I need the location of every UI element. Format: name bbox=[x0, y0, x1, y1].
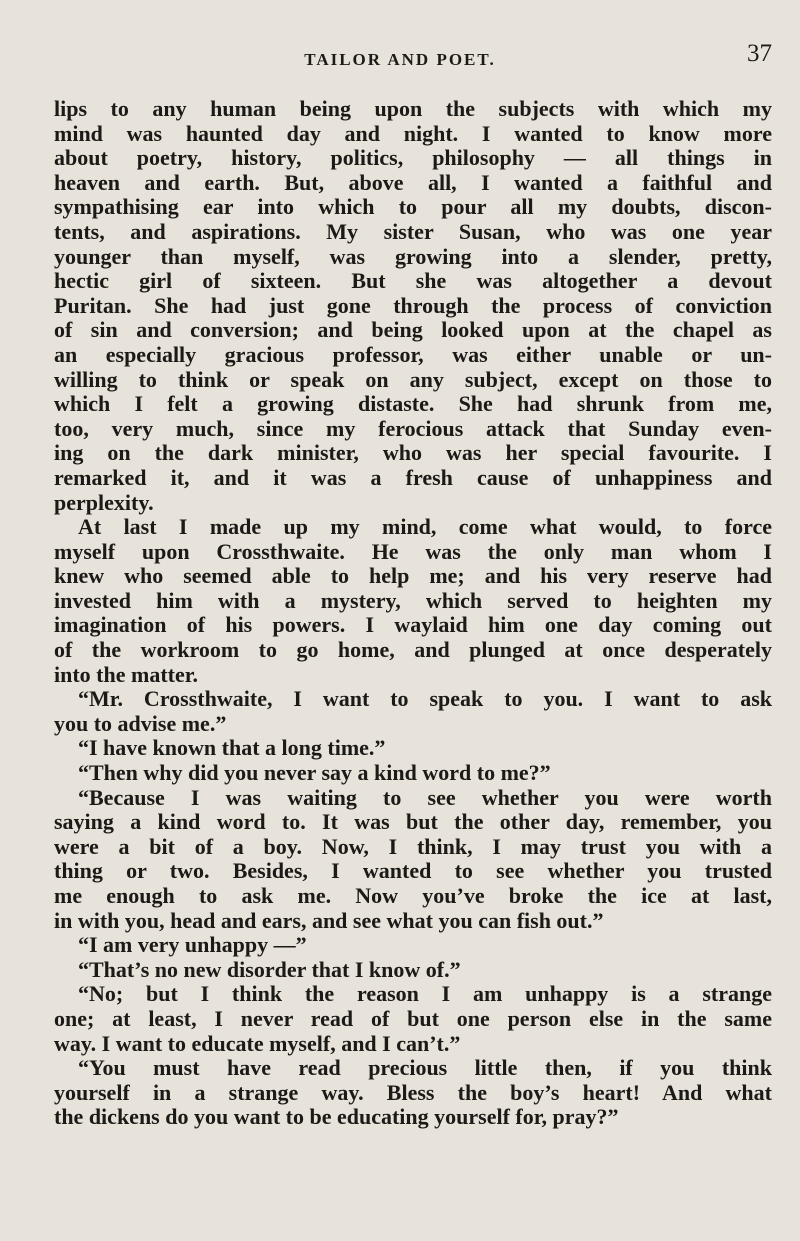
text-line: you to advise me.” bbox=[54, 711, 227, 736]
text-line: into the matter. bbox=[54, 662, 198, 687]
text-line: willing to think or speak on any subject, except on those to bbox=[54, 367, 772, 392]
text-line: thing or two. Besides, I wanted to see whether you trusted bbox=[54, 859, 772, 884]
text-line: about poetry, history, politics, philosophy — all things in bbox=[54, 146, 772, 171]
text-line: of the workroom to go home, and plunged at once desperately bbox=[54, 638, 772, 663]
text-line: which I felt a growing distaste. She had shrunk from me, bbox=[54, 392, 772, 417]
text-line: the dickens do you want to be educating yourself for, pray?” bbox=[54, 1105, 619, 1130]
text-line: me enough to ask me. Now you’ve broke the ice at last, bbox=[54, 884, 772, 908]
text-line: one; at least, I never read of but one person else in the same bbox=[54, 1006, 772, 1031]
text-line: saying a kind word to. It was but the other day, remember, you bbox=[54, 810, 772, 835]
text-line: myself upon Crossthwaite. He was the only man whom I bbox=[54, 539, 772, 564]
text-line: heaven and earth. But, above all, I wanted a faithful and bbox=[54, 170, 772, 195]
text-line: “No; but I think the reason I am unhappy is a strange bbox=[78, 982, 772, 1007]
text-line: an especially gracious professor, was either unable or un- bbox=[54, 342, 772, 367]
text-line: were a bit of a boy. Now, I think, I may trust you with a bbox=[54, 834, 772, 859]
text-line: hectic girl of sixteen. But she was altogether a devout bbox=[54, 269, 772, 294]
text-line: younger than myself, was growing into a slender, pretty, bbox=[54, 244, 772, 269]
text-line: “Mr. Crossthwaite, I want to speak to you. I want to ask bbox=[78, 687, 772, 712]
text-line: sympathising ear into which to pour all my doubts, discon- bbox=[54, 195, 772, 220]
text-line: way. I want to educate myself, and I can’t.” bbox=[54, 1031, 461, 1056]
text-line: “That’s no new disorder that I know of.” bbox=[78, 957, 461, 982]
text-line: lips to any human being upon the subjects with which my bbox=[54, 97, 772, 121]
text-line: yourself in a strange way. Bless the boy’s heart! And what bbox=[54, 1080, 772, 1105]
text-line: ing on the dark minister, who was her special favourite. I bbox=[54, 441, 772, 466]
text-line: tents, and aspirations. My sister Susan, who was one year bbox=[54, 219, 772, 244]
text-line: imagination of his powers. I waylaid him one day coming out bbox=[54, 613, 772, 638]
text-line: invested him with a mystery, which served to heighten my bbox=[54, 588, 772, 613]
text-line: At last I made up my mind, come what would, to force bbox=[78, 515, 772, 540]
text-line: “Because I was waiting to see whether you were worth bbox=[78, 785, 772, 810]
text-line: mind was haunted day and night. I wanted to know more bbox=[54, 121, 772, 146]
text-line: of sin and conversion; and being looked upon at the chapel as bbox=[54, 318, 772, 343]
text-line: perplexity. bbox=[54, 490, 154, 515]
text-line: “I have known that a long time.” bbox=[78, 736, 386, 761]
text-line: knew who seemed able to help me; and his very reserve had bbox=[54, 564, 772, 589]
body-text bbox=[54, 97, 772, 1130]
text-line: “Then why did you never say a kind word to me?” bbox=[78, 761, 551, 786]
text-line: too, very much, since my ferocious attack that Sunday even- bbox=[54, 416, 772, 441]
running-title: TAILOR AND POET. bbox=[304, 50, 496, 69]
text-line: “I am very unhappy —” bbox=[78, 933, 307, 958]
text-line: remarked it, and it was a fresh cause of unhappiness and bbox=[54, 465, 772, 490]
text-line: “You must have read precious little then, if you think bbox=[78, 1056, 772, 1081]
text-line: in with you, head and ears, and see what you can fish out.” bbox=[54, 908, 604, 933]
text-line: Puritan. She had just gone through the process of conviction bbox=[54, 293, 772, 318]
page-number: 37 bbox=[747, 40, 772, 67]
